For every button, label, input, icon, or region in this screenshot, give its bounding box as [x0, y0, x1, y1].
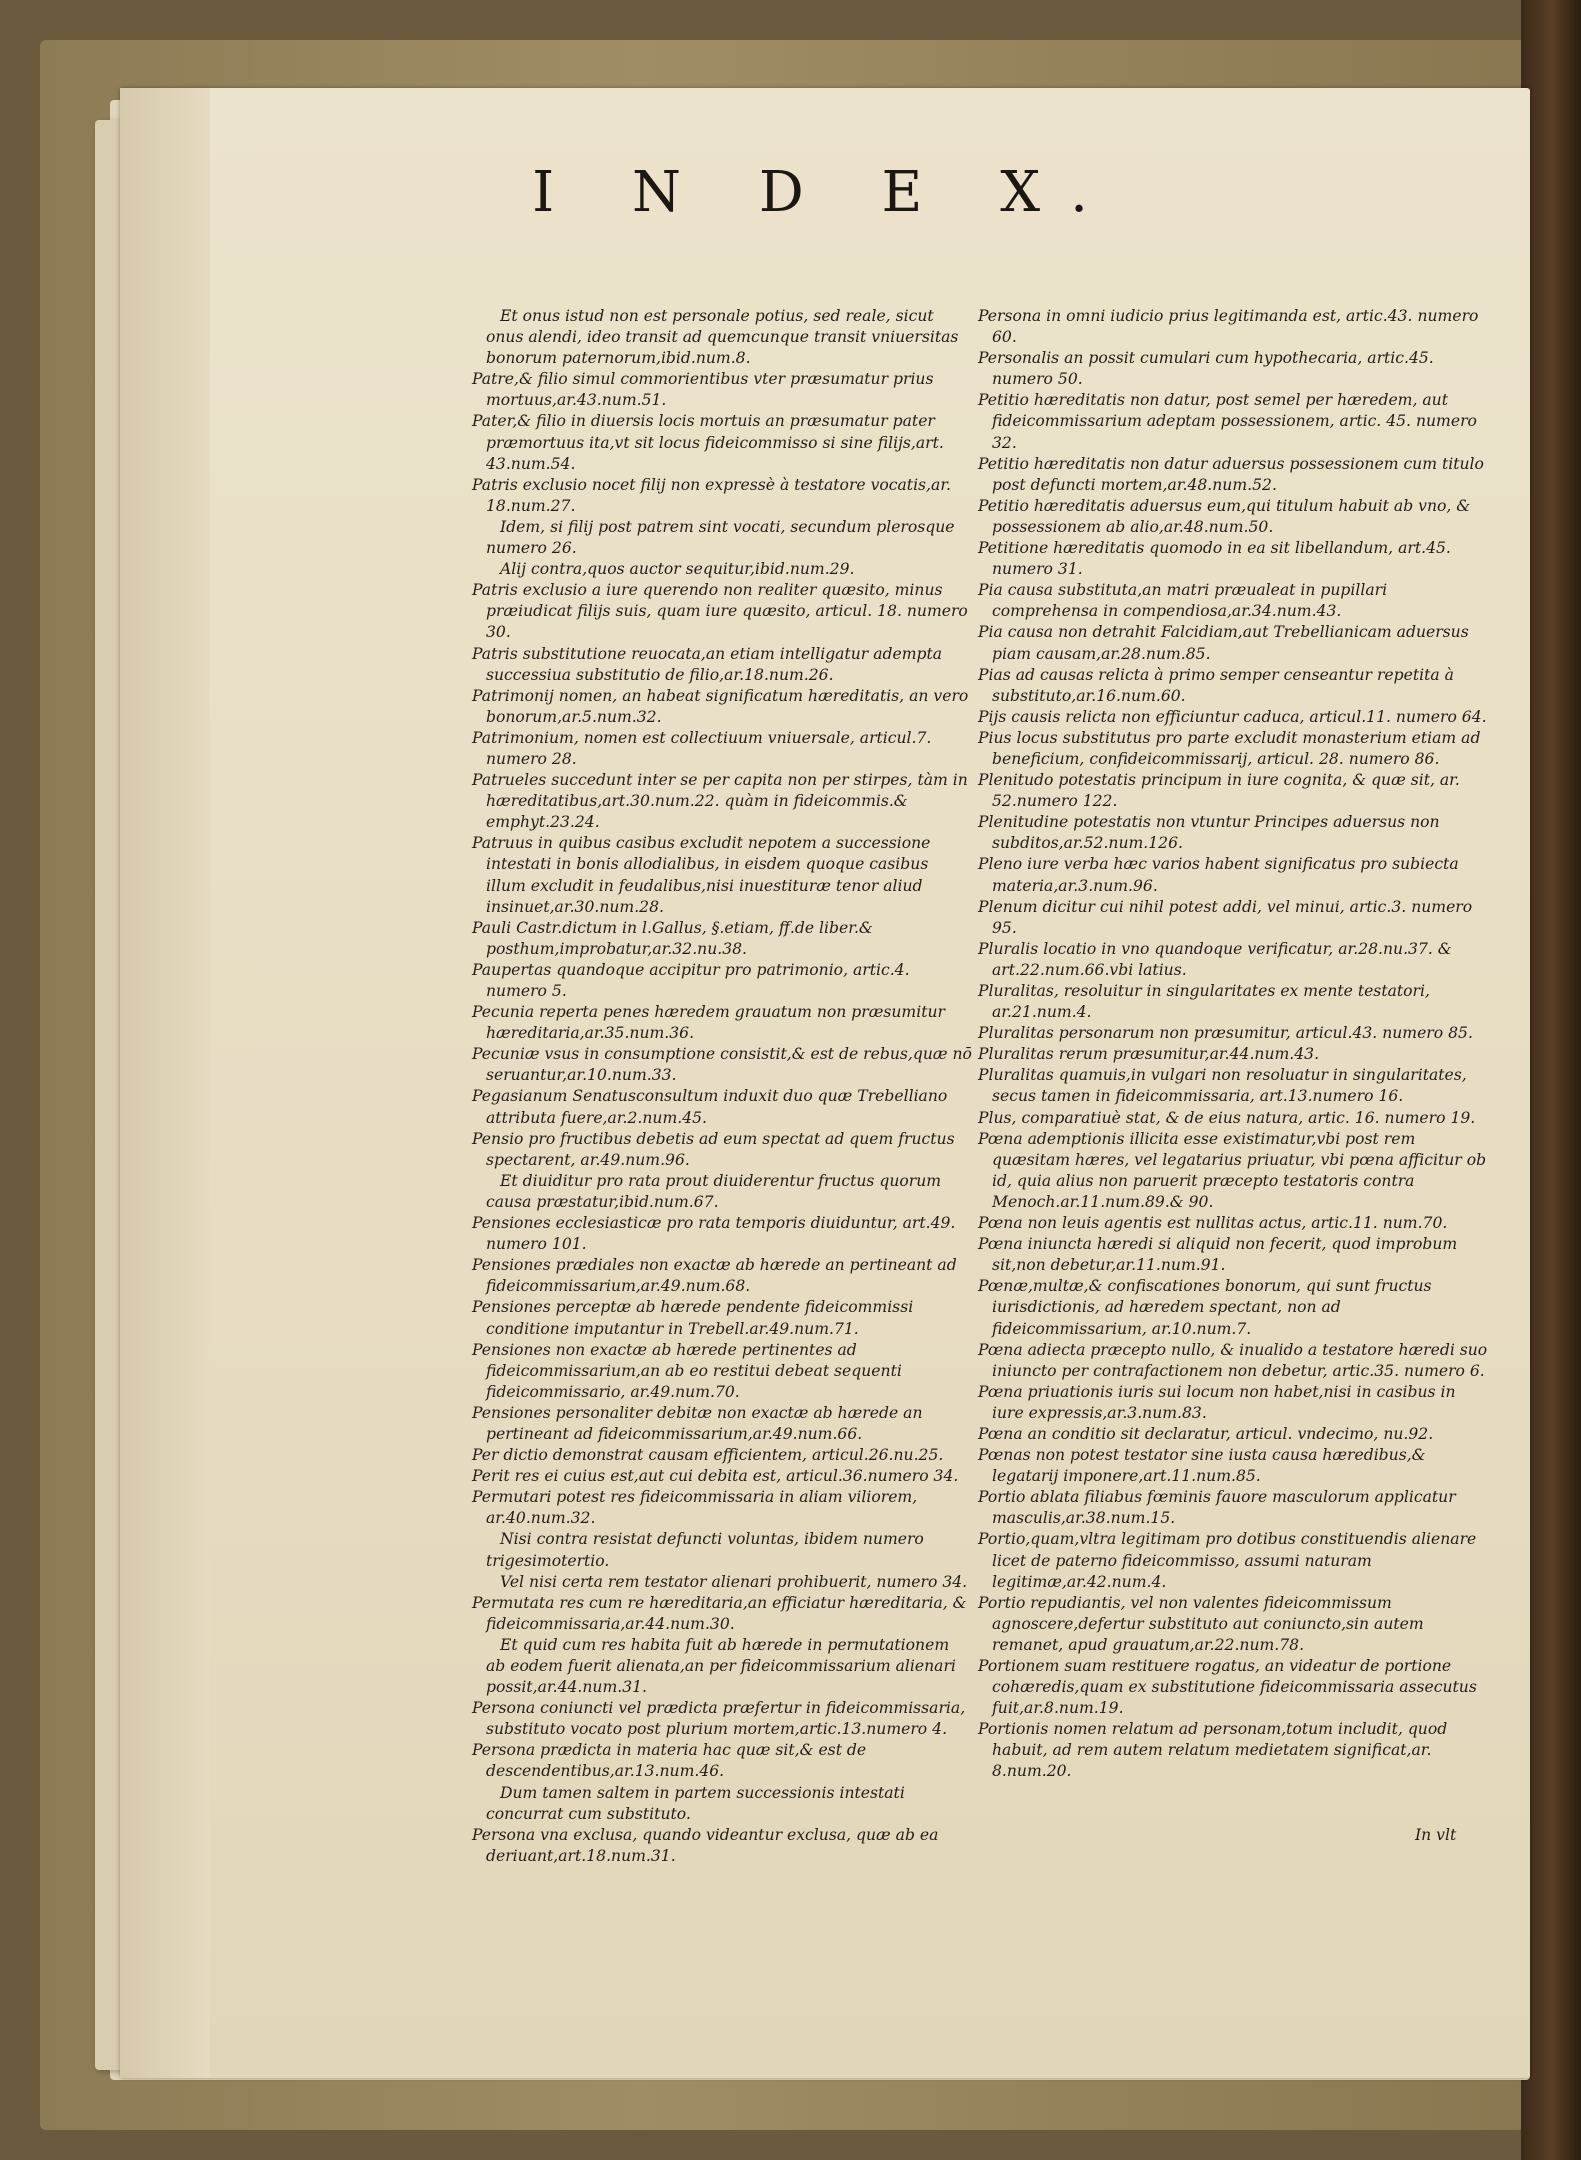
index-column-right [978, 306, 1488, 1783]
index-entry: Pia causa non detrahit Falcidiam,aut Trebellianicam aduersus piam causam,ar.28.num.85. [978, 623, 1469, 663]
index-entry: Portionem suam restituere rogatus, an videatur de portione cohæredis,quam ex substitutione fideicommissaria assecutus fuit,ar.8.num.19. [978, 1657, 1477, 1718]
index-entry: Patrueles succedunt inter se per capita non per stirpes, tàm in hæreditatibus,art.30.num.22. quàm in fideicommis.& emphyt.23.24. [472, 771, 968, 832]
index-entry: Idem, si filij post patrem sint vocati, secundum plerosque numero 26. [486, 517, 955, 558]
index-entry: Patrimonij nomen, an habeat significatum hæreditatis, an vero bonorum,ar.5.num.32. [472, 686, 969, 726]
index-entry: Portio,quam,vltra legitimam pro dotibus constituendis alienare licet de paterno fideicommisso, assumi naturam legitimæ,ar.42.num.4. [978, 1530, 1477, 1591]
index-entry: Portio repudiantis, vel non valentes fideicommissum agnoscere,defertur substituto aut coniuncto,sin autem remanet, apud grauatum,ar.22.num.78. [978, 1593, 1424, 1654]
index-entry: Et quid cum res habita fuit ab hærede in permutationem ab eodem fuerit alienata,an per fideicommissarium alienari possit,ar.44.num.31. [486, 1635, 956, 1697]
index-entry: Pœna priuationis iuris sui locum non habet,nisi in casibus in iure expressis,ar.3.num.83. [978, 1382, 1456, 1422]
index-entry: Nisi contra resistat defuncti voluntas, ibidem numero trigesimotertio. [486, 1530, 924, 1570]
index-entry: Alij contra,quos auctor sequitur,ibid.num.29. [500, 560, 855, 579]
index-entry: Pensiones prædiales non exactæ ab hærede an pertineant ad fideicommissarium,ar.49.num.68. [472, 1256, 957, 1296]
index-entry: Persona prædicta in materia hac quæ sit,& est de descendentibus,ar.13.num.46. [472, 1741, 867, 1781]
index-entry: Personalis an possit cumulari cum hypothecaria, artic.45. numero 50. [978, 349, 1434, 389]
index-entry: Pecuniæ vsus in consumptione consistit,& est de rebus,quæ nō seruantur,ar.10.num.33. [472, 1045, 972, 1085]
index-entry: Petitio hæreditatis non datur, post semel per hæredem, aut fideicommissarium adeptam possessionem, artic. 45. numero 32. [978, 391, 1477, 452]
index-entry: Petitione hæreditatis quomodo in ea sit libellandum, art.45. numero 31. [978, 539, 1451, 579]
index-entry: Persona coniuncti vel prædicta præfertur in fideicommissaria, substituto vocato post plurium mortem,artic.13.numero 4. [472, 1699, 966, 1739]
index-entry: Patris exclusio nocet filij non expressè à testatore vocatis,ar. 18.num.27. [472, 475, 952, 515]
index-entry: Petitio hæreditatis non datur aduersus possessionem cum titulo post defuncti mortem,ar.48.num.52. [978, 454, 1484, 494]
index-entry: Pleno iure verba hæc varios habent significatus pro subiecta materia,ar.3.num.96. [978, 855, 1459, 895]
index-entry: Patre,& filio simul commorientibus vter præsumatur prius mortuus,ar.43.num.51. [472, 370, 934, 410]
index-entry: Pœna non leuis agentis est nullitas actus, artic.11. num.70. [978, 1214, 1448, 1233]
index-entry: Pensiones non exactæ ab hærede pertinentes ad fideicommissarium,an ab eo restitui debeat sequenti fideicommissario, ar.49.num.70. [472, 1340, 902, 1401]
index-entry: Pensiones personaliter debitæ non exactæ ab hærede an pertineant ad fideicommissarium,ar.49.num.66. [472, 1403, 923, 1443]
index-entry: Petitio hæreditatis aduersus eum,qui titulum habuit ab vno, & possessionem ab alio,ar.48.num.50. [978, 496, 1471, 536]
index-entry: Pegasianum Senatusconsultum induxit duo quæ Trebelliano attributa fuere,ar.2.num.45. [472, 1087, 948, 1127]
index-entry: Pluralis locatio in vno quandoque verificatur, ar.28.nu.37. & art.22.num.66.vbi latius. [978, 939, 1452, 979]
index-entry: Pluralitas personarum non præsumitur, articul.43. numero 85. [978, 1024, 1473, 1043]
index-entry: Pœna adiecta præcepto nullo, & inualido a testatore hæredi suo iniuncto per contrafactionem non debetur, artic.35. numero 6. [978, 1340, 1488, 1380]
index-entry: Pœnæ,multæ,& confiscationes bonorum, qui sunt fructus iurisdictionis, ad hæredem spectant, non ad fideicommissarium, ar.10.num.7. [978, 1277, 1432, 1338]
index-entry: Plenitudine potestatis non vtuntur Principes aduersus non subditos,ar.52.num.126. [978, 813, 1440, 853]
index-entry: Vel nisi certa rem testator alienari prohibuerit, numero 34. [500, 1572, 968, 1591]
index-entry: Portio ablata filiabus fœminis fauore masculorum applicatur masculis,ar.38.num.15. [978, 1488, 1456, 1528]
index-entry: Pœna an conditio sit declaratur, articul. vndecimo, nu.92. [978, 1424, 1434, 1443]
index-entry: Pluralitas rerum præsumitur,ar.44.num.43. [978, 1045, 1320, 1064]
index-entry: Permutari potest res fideicommissaria in aliam viliorem, ar.40.num.32. [472, 1488, 918, 1528]
index-entry: Pensio pro fructibus debetis ad eum spectat ad quem fructus spectarent, ar.49.num.96. [472, 1129, 955, 1169]
index-entry: Pia causa substituta,an matri præualeat in pupillari comprehensa in compendiosa,ar.34.num.43. [978, 581, 1388, 621]
index-entry: Pœnas non potest testator sine iusta causa hæredibus,& legatarij imponere,art.11.num.85. [978, 1446, 1426, 1486]
index-entry: Pias ad causas relicta à primo semper censeantur repetita à substituto,ar.16.num.60. [978, 665, 1454, 705]
index-entry: Plus, comparatiuè stat, & de eius natura, artic. 16. numero 19. [978, 1108, 1476, 1127]
index-entry: Portionis nomen relatum ad personam,totum includit, quod habuit, ad rem autem relatum medietatem significat,ar. 8.num.20. [978, 1720, 1448, 1781]
index-entry: Pœna ademptionis illicita esse existimatur,vbi post rem quæsitam hæres, vel legatarius priuatur, vbi pœna afficitur ob id, quia alius non paruerit præcepto testatoris contra Menoch.ar.11.num.89.& 90. [978, 1129, 1487, 1211]
index-entry: Persona in omni iudicio prius legitimanda est, artic.43. numero 60. [978, 307, 1479, 347]
page-title: I N D E X. [532, 160, 1118, 225]
index-entry: Plenitudo potestatis principum in iure cognita, & quæ sit, ar. 52.numero 122. [978, 771, 1460, 811]
index-entry: Perit res ei cuius est,aut cui debita est, articul.36.numero 34. [472, 1467, 959, 1486]
index-entry: Dum tamen saltem in partem successionis intestati concurrat cum substituto. [486, 1783, 905, 1823]
index-column-left [472, 306, 972, 1867]
index-entry: Pater,& filio in diuersis locis mortuis an præsumatur pater præmortuus ita,vt sit locus fideicommisso si sine filijs,art. 43.num.54. [472, 412, 944, 473]
index-entry: Pauli Castr.dictum in l.Gallus, §.etiam, ff.de liber.& posthum,improbatur,ar.32.nu.38. [472, 918, 873, 958]
index-entry: Pluralitas, resoluitur in singularitates ex mente testatori, ar.21.num.4. [978, 982, 1430, 1022]
index-entry: Pensiones perceptæ ab hærede pendente fideicommissi conditione imputantur in Trebell.ar.49.num.71. [472, 1298, 914, 1338]
index-entry: Patruus in quibus casibus excludit nepotem a successione intestati in bonis allodialibus, in eisdem quoque casibus illum excludit in feudalibus,nisi inuestituræ tenor aliud insinuet,ar.30.num.28. [472, 834, 931, 916]
index-entry: Patris substitutione reuocata,an etiam intelligatur adempta successiua substitutio de filio,ar.18.num.26. [472, 644, 943, 684]
book-spine [1521, 0, 1581, 2160]
index-entry: Et diuiditur pro rata prout diuiderentur fructus quorum causa præstatur,ibid.num.67. [486, 1171, 942, 1211]
index-entry: Paupertas quandoque accipitur pro patrimonio, artic.4. numero 5. [472, 960, 910, 1000]
index-entry: Patris exclusio a iure querendo non realiter quæsito, minus præiudicat filijs suis, quam iure quæsito, articul. 18. numero 30. [472, 581, 968, 642]
index-entry: Pœna iniuncta hæredi si aliquid non fecerit, quod improbum sit,non debetur,ar.11.num.91. [978, 1235, 1458, 1275]
index-entry: Pijs causis relicta non efficiuntur caduca, articul.11. numero 64. [978, 707, 1487, 726]
index-entry: Pecunia reperta penes hæredem grauatum non præsumitur hæreditaria,ar.35.num.36. [472, 1003, 945, 1043]
catchword: In vlt [1415, 1826, 1457, 1844]
index-entry: Per dictio demonstrat causam efficientem, articul.26.nu.25. [472, 1446, 944, 1465]
index-entry: Pluralitas quamuis,in vulgari non resoluatur in singularitates, secus tamen in fideicommissaria, art.13.numero 16. [978, 1066, 1467, 1106]
index-entry: Pius locus substitutus pro parte excludit monasterium etiam ad beneficium, confideicommissarij, articul. 28. numero 86. [978, 728, 1481, 768]
index-entry: Pensiones ecclesiasticæ pro rata temporis diuiduntur, art.49. numero 101. [472, 1214, 956, 1254]
index-entry: Plenum dicitur cui nihil potest addi, vel minui, artic.3. numero 95. [978, 897, 1473, 937]
index-entry: Persona vna exclusa, quando videantur exclusa, quæ ab ea deriuant,art.18.num.31. [472, 1825, 939, 1865]
index-entry: Permutata res cum re hæreditaria,an efficiatur hæreditaria, & fideicommissaria,ar.44.num.30. [472, 1593, 967, 1633]
index-entry: Et onus istud non est personale potius, sed reale, sicut onus alendi, ideo transit ad quemcunque transit vniuersitas bonorum paternorum,ibid.num.8. [486, 307, 959, 368]
page-margin-fold [120, 88, 210, 2078]
index-entry: Patrimonium, nomen est collectiuum vniuersale, articul.7. numero 28. [472, 728, 932, 768]
